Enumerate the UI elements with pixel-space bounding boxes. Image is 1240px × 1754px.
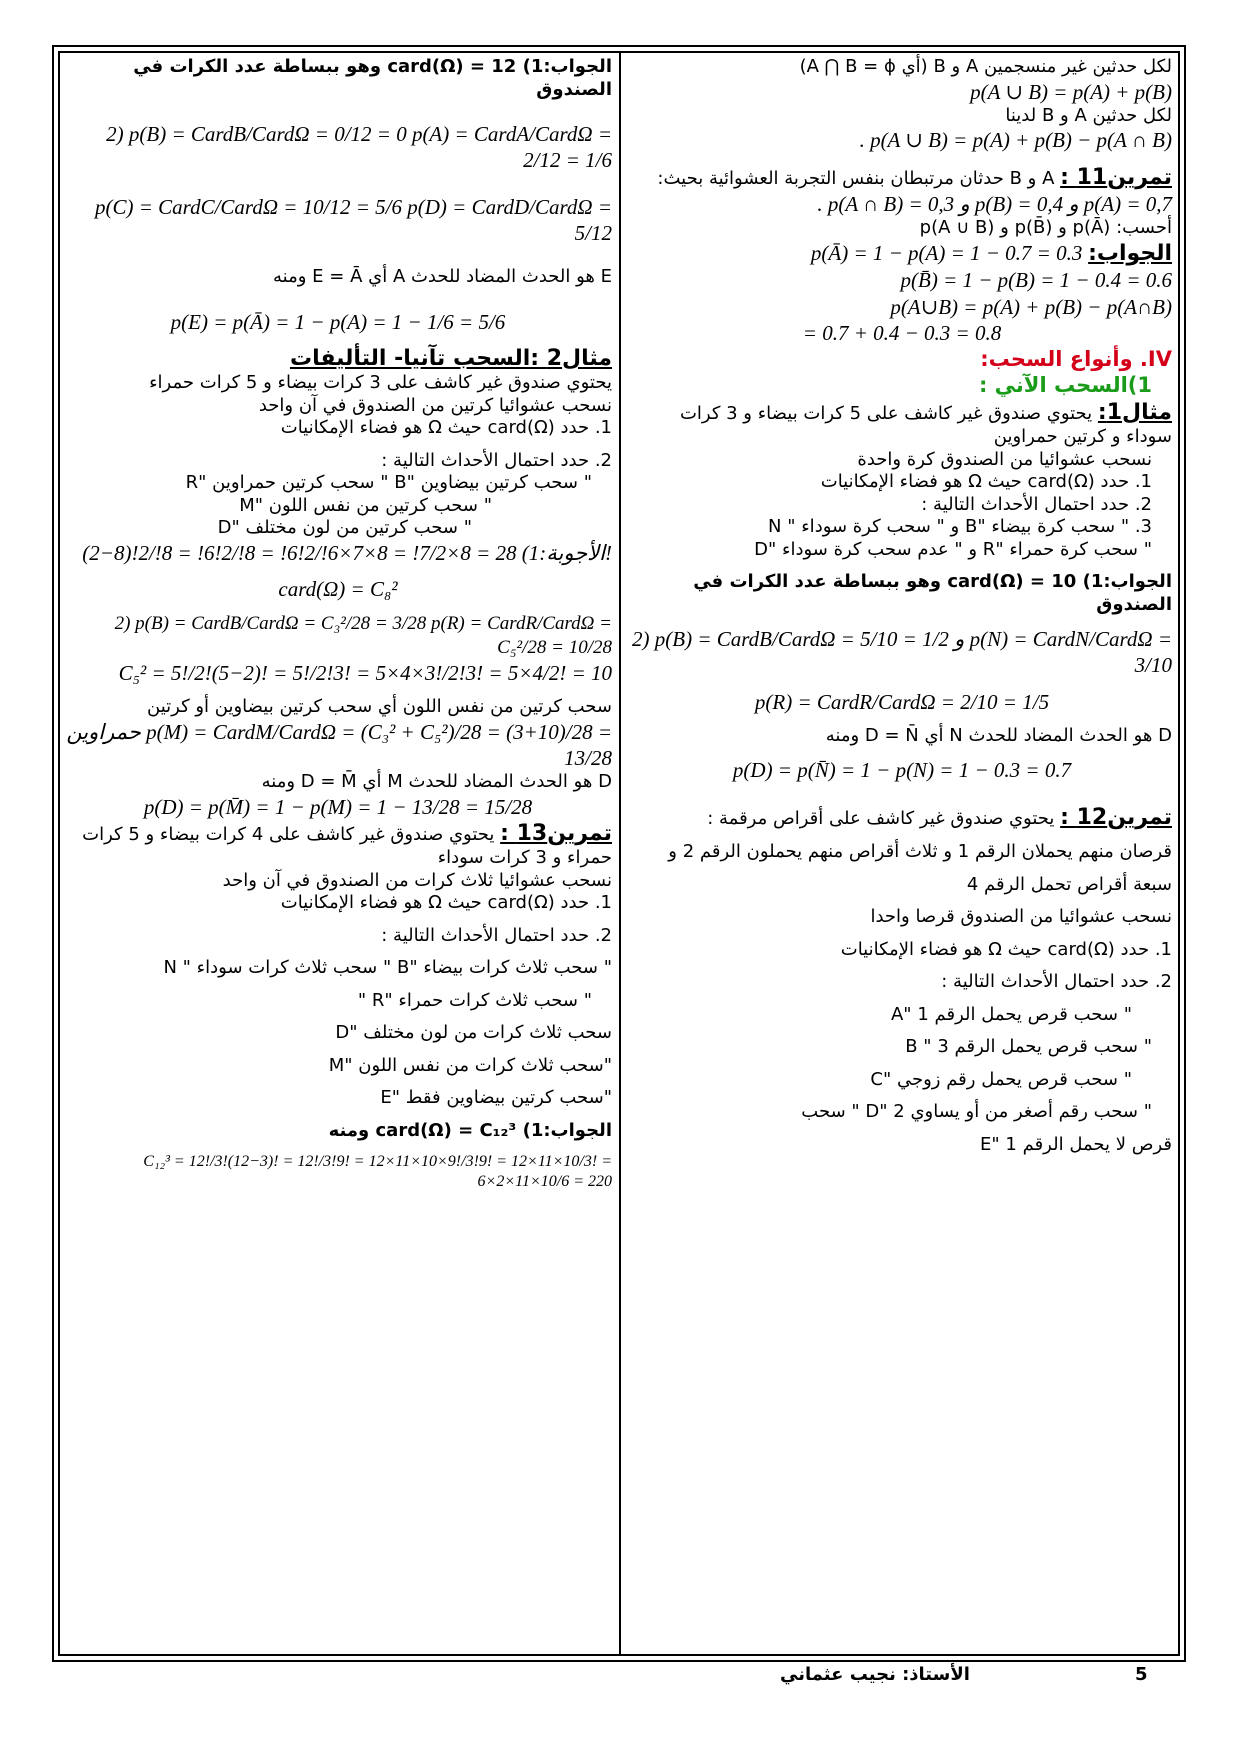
exercise-11-ask: أحسب: p(Ā) و p(B̄) و p(A ∪ B) xyxy=(919,217,1172,239)
section-iv-title: IV. وأنواع السحب: xyxy=(980,347,1172,371)
example-2-line-1: يحتوي صندوق غير كاشف على 3 كرات بيضاء و 5 كرات حمراء xyxy=(149,372,612,394)
section-iv-1-title: 1)السحب الآني : xyxy=(978,373,1152,398)
column-divider xyxy=(619,51,621,1654)
left-column xyxy=(64,56,612,1192)
example-2-event-m: " سحب كرتين من نفس اللون "M xyxy=(239,494,492,516)
answer-ex-pc-pd: p(C) = CardC/CardΩ = 10/12 = 5/6 p(D) = CardD/CardΩ = 5/12 xyxy=(95,194,612,245)
exercise-13-line-1: يحتوي صندوق غير كاشف على 4 كرات بيضاء و 5 كرات حمراء و 3 كرات سوداء xyxy=(82,823,612,869)
example-2-question-2: 2. حدد احتمال الأحداث التالية : xyxy=(381,449,612,471)
exercise-13-question-2: 2. حدد احتمال الأحداث التالية : xyxy=(381,924,612,946)
exercise-13-event-e: "سحب كرتين بيضاوين فقط "E xyxy=(380,1087,612,1109)
exercise-12-event-d: " سحب رقم أصغر من أو يساوي 2 "D " سحب xyxy=(801,1101,1152,1122)
example-2-title: مثال2 :السحب تآنيا- التأليفات xyxy=(289,345,612,371)
example-1-text-2: نسحب عشوائيا من الصندوق كرة واحدة xyxy=(857,448,1152,470)
general-events-text: لكل حدثين A و B لدينا xyxy=(1005,104,1172,126)
exercise-13-event-r: " سحب ثلاث كرات حمراء "R " xyxy=(357,989,592,1011)
disjoint-events-text: لكل حدثين غير منسجمين A و B (أي A ⋂ B = ϕ) xyxy=(799,56,1172,77)
exercise-12-text: يحتوي صندوق غير كاشف على أقراص مرقمة : xyxy=(707,807,1055,829)
exercise-12-event-b: " سحب قرص يحمل الرقم 3 " B xyxy=(905,1036,1152,1057)
example-2-pb-pr: 2) p(B) = CardB/CardΩ = C₃²/28 = 3/28 p(R) = CardR/CardΩ = C₅²/28 = 10/28 xyxy=(114,613,612,658)
example-1-pd: p(D) = p(N̄) = 1 − p(N) = 1 − 0.3 = 0.7 xyxy=(732,758,1072,783)
exercise-13-answer: الجواب:1) card(Ω) = C₁₂³ ومنه xyxy=(328,1119,612,1141)
exercise-12-event-c: " سحب قرص يحمل رقم زوجي "C xyxy=(870,1068,1132,1090)
right-column xyxy=(632,56,1172,1156)
author-name: الأستاذ: نجيب عثماني xyxy=(780,1664,970,1685)
answer-label: الجواب: xyxy=(1088,240,1172,266)
answer-1: p(Ā) = 1 − p(A) = 1 − 0.7 = 0.3 xyxy=(810,240,1083,265)
example-1-d-text: D هو الحدث المضاد للحدث N أي D = N̄ ومنه xyxy=(825,724,1172,746)
example-2-d-text: D هو الحدث المضاد للحدث M أي D = M̄ ومنه xyxy=(261,771,612,792)
exercise-13-calc: C₁₂³ = 12!/3!(12−3)! = 12!/3!9! = 12×11×10×9!/3!9! = 12×11×10/3! = 6×2×11×10/6 = 220 xyxy=(143,1153,612,1191)
example-1-question-4: " سحب كرة حمراء "R و " عدم سحب كرة سوداء "D xyxy=(754,538,1152,560)
answer-2: p(B̄) = 1 − p(B) = 1 − 0.4 = 0.6 xyxy=(900,268,1172,293)
example-1-question-1: 1. حدد card(Ω) حيث Ω هو فضاء الإمكانيات xyxy=(820,471,1152,492)
example-2-c52: C₅² = 5!/2!(5−2)! = 5!/2!3! = 5×4×3!/2!3! = 5×4/2! = 10 xyxy=(118,660,612,685)
exercise-12-title: تمرين12 : xyxy=(1060,804,1172,830)
example-2-m-text-2: حمراوين p(M) = CardM/CardΩ = (C₃² + C₅²)/28 = (3+10)/28 = 13/28 xyxy=(66,719,612,770)
answer-ex-pa-pb: 2) p(B) = CardB/CardΩ = 0/12 = 0 p(A) = CardA/CardΩ = 2/12 = 1/6 xyxy=(106,122,612,173)
exercise-13-title: تمرين13 : xyxy=(500,820,612,846)
exercise-12-question-1: 1. حدد card(Ω) حيث Ω هو فضاء الإمكانيات xyxy=(840,938,1172,960)
disjoint-union-formula: p(A ∪ B) = p(A) + p(B) xyxy=(970,79,1172,104)
example-2-answer: الأجوبة:1) 28 = 8×7/2! = 8×7×6!/2!6! = 8!/2!6! = 8!/2!(8−2)! xyxy=(82,540,612,565)
exercise-13-event-m: "سحب ثلاث كرات من نفس اللون "M xyxy=(328,1054,612,1076)
example-2-question-1: 1. حدد card(Ω) حيث Ω هو فضاء الإمكانيات xyxy=(280,417,612,439)
example-1-pr: p(R) = CardR/CardΩ = 2/10 = 1/5 xyxy=(754,689,1050,714)
example-1-question-3: 3. " سحب كرة بيضاء "B و " سحب كرة سوداء " N xyxy=(768,516,1152,537)
exercise-13-line-2: نسحب عشوائيا ثلاث كرات من الصندوق في آن واحد xyxy=(222,869,612,891)
example-2-pd: p(D) = p(M̄) = 1 − p(M) = 1 − 13/28 = 15/28 xyxy=(143,794,533,819)
example-2-event-br: " سحب كرتين بيضاوين "B " سحب كرتين حمراوين "R xyxy=(185,472,592,494)
answer-ex-pe: p(E) = p(Ā) = 1 − p(A) = 1 − 1/6 = 5/6 xyxy=(170,309,506,334)
answer-ex-e-text: E هو الحدث المضاد للحدث A أي E = Ā ومنه xyxy=(273,266,612,287)
exercise-12-event-a: " سحب قرص يحمل الرقم 1 "A xyxy=(890,1003,1132,1025)
exercise-13-event-bn: " سحب ثلاث كرات بيضاء "B " سحب ثلاث كرات سوداء " N xyxy=(163,957,612,979)
example-1-title: مثال1: xyxy=(1097,399,1172,425)
answer-3: p(A∪B) = p(A) + p(B) − p(A∩B) xyxy=(890,294,1172,319)
example-2-m-text-1: سحب كرتين من نفس اللون أي سحب كرتين بيضاوين أو كرتين xyxy=(147,696,612,717)
example-1-pb-pn: 2) p(B) = CardB/CardΩ = 5/10 = 1/2 و p(N) = CardN/CardΩ = 3/10 xyxy=(632,627,1172,678)
example-1-text: يحتوي صندوق غير كاشف على 5 كرات بيضاء و 3 كرات سوداء و كرتين حمراوين xyxy=(679,402,1172,447)
exercise-12-question-2: 2. حدد احتمال الأحداث التالية : xyxy=(941,971,1172,992)
general-union-formula: . p(A ∪ B) = p(A) + p(B) − p(A ∩ B) xyxy=(859,128,1172,153)
exercise-11-title: تمرين11 : xyxy=(1060,164,1172,190)
exercise-11-given: . p(A ∩ B) = 0,3 و p(B) = 0,4 و p(A) = 0,7 xyxy=(817,192,1172,216)
example-2-card: card(Ω) = C₈² xyxy=(278,577,398,601)
answer-ex-card: الجواب:1) card(Ω) = 12 وهو ببساطة عدد الكرات في الصندوق xyxy=(133,56,612,100)
page-number: 5 xyxy=(1135,1664,1148,1685)
exercise-13-question-1: 1. حدد card(Ω) حيث Ω هو فضاء الإمكانيات xyxy=(280,892,612,914)
example-2-line-2: نسحب عشوائيا كرتين من الصندوق في آن واحد xyxy=(258,394,612,416)
example-2-event-d: " سحب كرتين من لون مختلف "D xyxy=(217,517,472,539)
exercise-12-line-2: قرصان منهم يحملان الرقم 1 و ثلاث أقراص منهم يحملون الرقم 2 و xyxy=(668,841,1172,862)
answer-4: = 0.7 + 0.4 − 0.3 = 0.8 xyxy=(802,320,1002,345)
exercise-12-event-e: قرص لا يحمل الرقم 1 "E xyxy=(980,1133,1172,1155)
exercise-13-event-d: سحب ثلاث كرات من لون مختلف "D xyxy=(335,1022,612,1044)
exercise-12-line-4: نسحب عشوائيا من الصندوق قرصا واحدا xyxy=(870,906,1172,927)
example-1-answer: الجواب:1) card(Ω) = 10 وهو ببساطة عدد الكرات في الصندوق xyxy=(693,571,1172,615)
example-1-question-2: 2. حدد احتمال الأحداث التالية : xyxy=(921,493,1152,515)
exercise-11-text: A و B حدثان مرتبطان بنفس التجربة العشوائية بحيث: xyxy=(657,167,1055,189)
exercise-12-line-3: سبعة أقراص تحمل الرقم 4 xyxy=(966,873,1172,895)
